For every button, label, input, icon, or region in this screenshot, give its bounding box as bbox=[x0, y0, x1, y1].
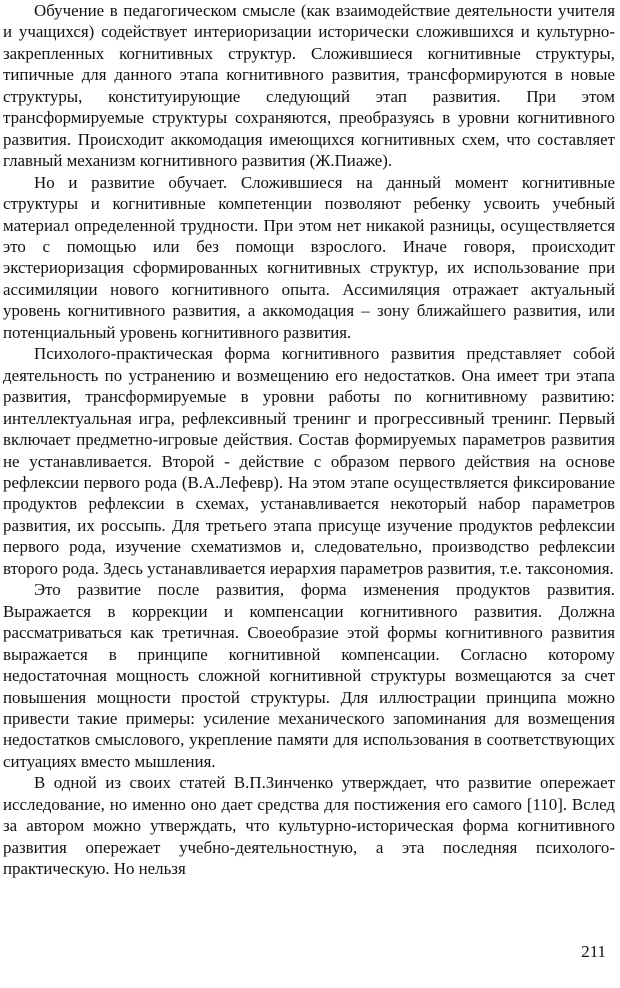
paragraph-5: В одной из своих статей В.П.Зинченко утверждает, что развитие опережает исследование, но именно оно дает средства для постижения его самого [110]. Вслед за автором можно утверждать, что культурно-историческая форма когнитивного развития опережает учебно-деятельностную, а эта последняя психолого-практическую. Но нельзя bbox=[3, 773, 615, 879]
paragraph-2: Но и развитие обучает. Сложившиеся на данный момент когнитивные структуры и когнитивные компетенции позволяют ребенку усвоить учебный материал определенной трудности. При этом нет никакой разницы, осуществляется это с помощью или без помощи взрослого. Иначе говоря, происходит экстериоризация сформированных когнитивных структур, их использование при ассимиляции нового когнитивного опыта. Ассимиляция отражает актуальный уровень когнитивного развития, а аккомодация – зону ближайшего развития, или потенциальный уровень когнитивного развития. bbox=[3, 172, 615, 342]
paragraph-4: Это развитие после развития, форма изменения продуктов развития. Выражается в коррекции и компенсации когнитивного развития. Должна рассматриваться как третичная. Своеобразие этой формы когнитивного развития выражается в принципе когнитивной компенсации. Согласно которому недостаточная мощность сложной когнитивной структуры возмещаются за счет повышения мощности простой структуры. Для иллюстрации принципа можно привести такие примеры: усиление механического запоминания для возмещения недостатков смыслового, укрепление памяти для использования в соответствующих ситуациях вместо мышления. bbox=[3, 580, 615, 771]
body-text bbox=[3, 0, 615, 880]
paragraph-3: Психолого-практическая форма когнитивного развития представляет собой деятельность по устранению и возмещению его недостатков. Она имеет три этапа развития, трансформируемые в уровни работы по когнитивному развитию: интеллектуальная игра, рефлексивный тренинг и прогрессивный тренинг. Первый включает предметно-игровые действия. Состав формируемых параметров развития не устанавливается. Второй - действие с образом первого действия на основе рефлексии первого рода (В.А.Лефевр). На этом этапе осуществляется фиксирование продуктов рефлексии в схемах, устанавливается некоторый набор параметров развития, их россыпь. Для третьего этапа присуще изучение продуктов рефлексии первого рода, изучение схематизмов и, следовательно, производство рефлексии второго рода. Здесь устанавливается иерархия параметров развития, т.е. таксономия. bbox=[3, 344, 615, 578]
page-number: 211 bbox=[581, 942, 606, 961]
paragraph-1: Обучение в педагогическом смысле (как взаимодействие деятельности учителя и учащихся) содействует интериоризации исторически сложившихся и культурно-закрепленных когнитивных структур. Сложившиеся когнитивные структуры, типичные для данного этапа когнитивного развития, трансформируются в новые структуры, конституирующие следующий этап развития. При этом трансформируемые структуры сохраняются, преобразуясь в уровни когнитивного развития. Происходит аккомодация имеющихся когнитивных схем, что составляет главный механизм когнитивного развития (Ж.Пиаже). bbox=[3, 1, 615, 171]
